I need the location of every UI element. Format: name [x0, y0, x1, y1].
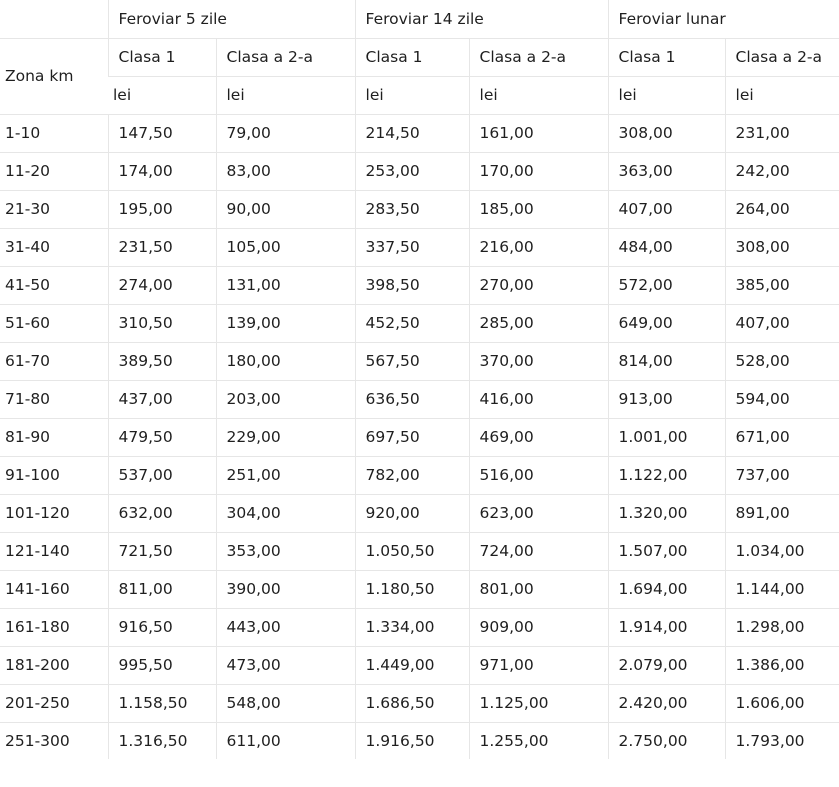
class-header: Clasa a 2-a	[469, 38, 608, 76]
zone-cell: 41-50	[0, 266, 108, 304]
price-cell: 180,00	[216, 342, 355, 380]
price-cell: 231,00	[725, 114, 839, 152]
zone-cell: 161-180	[0, 608, 108, 646]
price-cell: 632,00	[108, 494, 216, 532]
price-cell: 479,50	[108, 418, 216, 456]
price-cell: 528,00	[725, 342, 839, 380]
table-row	[0, 152, 839, 190]
table-row	[0, 532, 839, 570]
price-cell: 473,00	[216, 646, 355, 684]
price-cell: 1.449,00	[355, 646, 469, 684]
price-cell: 390,00	[216, 570, 355, 608]
price-cell: 916,50	[108, 608, 216, 646]
price-cell: 242,00	[725, 152, 839, 190]
zone-cell: 71-80	[0, 380, 108, 418]
table-row	[0, 570, 839, 608]
price-cell: 90,00	[216, 190, 355, 228]
zone-cell: 101-120	[0, 494, 108, 532]
class-header: Clasa a 2-a	[216, 38, 355, 76]
class-header-row	[0, 38, 839, 76]
price-cell: 636,50	[355, 380, 469, 418]
price-cell: 484,00	[608, 228, 725, 266]
class-header: Clasa 1	[108, 38, 216, 76]
unit-header: lei	[216, 76, 355, 114]
unit-header: lei	[469, 76, 608, 114]
table-row	[0, 190, 839, 228]
price-cell: 2.420,00	[608, 684, 725, 722]
price-cell: 1.050,50	[355, 532, 469, 570]
price-cell: 1.793,00	[725, 722, 839, 759]
price-cell: 572,00	[608, 266, 725, 304]
price-cell: 337,50	[355, 228, 469, 266]
price-cell: 537,00	[108, 456, 216, 494]
price-cell: 1.914,00	[608, 608, 725, 646]
price-cell: 174,00	[108, 152, 216, 190]
price-cell: 203,00	[216, 380, 355, 418]
price-cell: 264,00	[725, 190, 839, 228]
price-cell: 782,00	[355, 456, 469, 494]
table-row	[0, 456, 839, 494]
unit-header: lei	[608, 76, 725, 114]
price-cell: 216,00	[469, 228, 608, 266]
price-cell: 231,50	[108, 228, 216, 266]
price-cell: 1.122,00	[608, 456, 725, 494]
price-cell: 1.507,00	[608, 532, 725, 570]
price-cell: 1.334,00	[355, 608, 469, 646]
price-cell: 353,00	[216, 532, 355, 570]
price-cell: 920,00	[355, 494, 469, 532]
price-cell: 79,00	[216, 114, 355, 152]
price-cell: 567,50	[355, 342, 469, 380]
unit-header: lei	[355, 76, 469, 114]
price-cell: 1.320,00	[608, 494, 725, 532]
zone-cell: 251-300	[5, 731, 70, 750]
zone-header: Zona km	[0, 38, 108, 114]
group-header-5-zile: Feroviar 5 zile	[108, 0, 355, 38]
price-cell: 407,00	[725, 304, 839, 342]
price-cell: 195,00	[108, 190, 216, 228]
price-cell: 283,50	[355, 190, 469, 228]
price-cell: 814,00	[608, 342, 725, 380]
unit-header: lei	[725, 76, 839, 114]
price-cell: 274,00	[108, 266, 216, 304]
table-row	[0, 418, 839, 456]
price-cell: 398,50	[355, 266, 469, 304]
price-cell: 2.079,00	[608, 646, 725, 684]
price-cell: 971,00	[469, 646, 608, 684]
table-row	[0, 722, 839, 759]
price-cell: 131,00	[216, 266, 355, 304]
class-header: Clasa a 2-a	[725, 38, 839, 76]
table-row	[0, 608, 839, 646]
price-cell: 2.750,00	[608, 722, 725, 759]
table-row	[0, 114, 839, 152]
price-cell: 308,00	[608, 114, 725, 152]
price-cell: 139,00	[216, 304, 355, 342]
price-cell: 1.606,00	[725, 684, 839, 722]
group-header-row	[0, 0, 839, 38]
unit-header-row	[0, 76, 839, 114]
price-cell: 437,00	[108, 380, 216, 418]
price-cell: 251,00	[216, 456, 355, 494]
price-cell: 737,00	[725, 456, 839, 494]
price-cell: 270,00	[469, 266, 608, 304]
table-row	[0, 646, 839, 684]
class-header: Clasa 1	[608, 38, 725, 76]
price-cell: 304,00	[216, 494, 355, 532]
table-row	[0, 266, 839, 304]
table-row	[0, 304, 839, 342]
price-cell: 1.001,00	[608, 418, 725, 456]
price-cell: 649,00	[608, 304, 725, 342]
price-cell: 229,00	[216, 418, 355, 456]
price-cell: 1.694,00	[608, 570, 725, 608]
price-cell: 724,00	[469, 532, 608, 570]
price-cell: 811,00	[108, 570, 216, 608]
price-cell: 1.034,00	[725, 532, 839, 570]
price-cell: 1.386,00	[725, 646, 839, 684]
price-cell: 253,00	[355, 152, 469, 190]
zone-cell: 81-90	[0, 418, 108, 456]
price-cell: 611,00	[216, 722, 355, 759]
price-cell: 995,50	[108, 646, 216, 684]
price-cell: 1.158,50	[108, 684, 216, 722]
price-cell: 416,00	[469, 380, 608, 418]
price-cell: 370,00	[469, 342, 608, 380]
group-header-lunar: Feroviar lunar	[608, 0, 839, 38]
fare-table-body	[0, 114, 839, 759]
zone-cell: 31-40	[0, 228, 108, 266]
price-cell: 913,00	[608, 380, 725, 418]
price-cell: 443,00	[216, 608, 355, 646]
price-cell: 548,00	[216, 684, 355, 722]
price-cell: 1.298,00	[725, 608, 839, 646]
zone-cell: 61-70	[0, 342, 108, 380]
price-cell: 185,00	[469, 190, 608, 228]
price-cell: 1.125,00	[469, 684, 608, 722]
price-cell: 105,00	[216, 228, 355, 266]
price-cell: 1.180,50	[355, 570, 469, 608]
price-cell: 909,00	[469, 608, 608, 646]
price-cell: 469,00	[469, 418, 608, 456]
table-row	[0, 684, 839, 722]
price-cell: 308,00	[725, 228, 839, 266]
zone-cell: 51-60	[0, 304, 108, 342]
price-cell: 1.686,50	[355, 684, 469, 722]
price-cell: 1.916,50	[355, 722, 469, 759]
price-cell: 721,50	[108, 532, 216, 570]
price-cell: 623,00	[469, 494, 608, 532]
price-cell: 214,50	[355, 114, 469, 152]
price-cell: 147,50	[108, 114, 216, 152]
price-cell: 671,00	[725, 418, 839, 456]
price-cell: 161,00	[469, 114, 608, 152]
price-cell: 83,00	[216, 152, 355, 190]
table-row	[0, 380, 839, 418]
price-cell: 285,00	[469, 304, 608, 342]
price-cell: 389,50	[108, 342, 216, 380]
group-header-14-zile: Feroviar 14 zile	[355, 0, 608, 38]
price-cell: 1.316,50	[108, 722, 216, 759]
zone-cell: 11-20	[0, 152, 108, 190]
price-cell: 385,00	[725, 266, 839, 304]
zone-cell: 121-140	[0, 532, 108, 570]
price-cell: 170,00	[469, 152, 608, 190]
zone-cell: 181-200	[0, 646, 108, 684]
unit-header: lei	[108, 76, 216, 114]
class-header: Clasa 1	[355, 38, 469, 76]
price-cell: 407,00	[608, 190, 725, 228]
price-cell: 452,50	[355, 304, 469, 342]
table-row	[0, 494, 839, 532]
corner-cell	[0, 0, 108, 38]
price-cell: 516,00	[469, 456, 608, 494]
price-cell: 801,00	[469, 570, 608, 608]
zone-cell: 21-30	[0, 190, 108, 228]
price-cell: 1.144,00	[725, 570, 839, 608]
price-cell: 891,00	[725, 494, 839, 532]
price-cell: 697,50	[355, 418, 469, 456]
price-cell: 363,00	[608, 152, 725, 190]
zone-cell: 201-250	[0, 684, 108, 722]
price-cell: 310,50	[108, 304, 216, 342]
zone-cell: 1-10	[0, 114, 108, 152]
zone-cell: 91-100	[0, 456, 108, 494]
table-row	[0, 228, 839, 266]
table-row	[0, 342, 839, 380]
price-cell: 1.255,00	[469, 722, 608, 759]
price-cell: 594,00	[725, 380, 839, 418]
zone-cell: 141-160	[0, 570, 108, 608]
